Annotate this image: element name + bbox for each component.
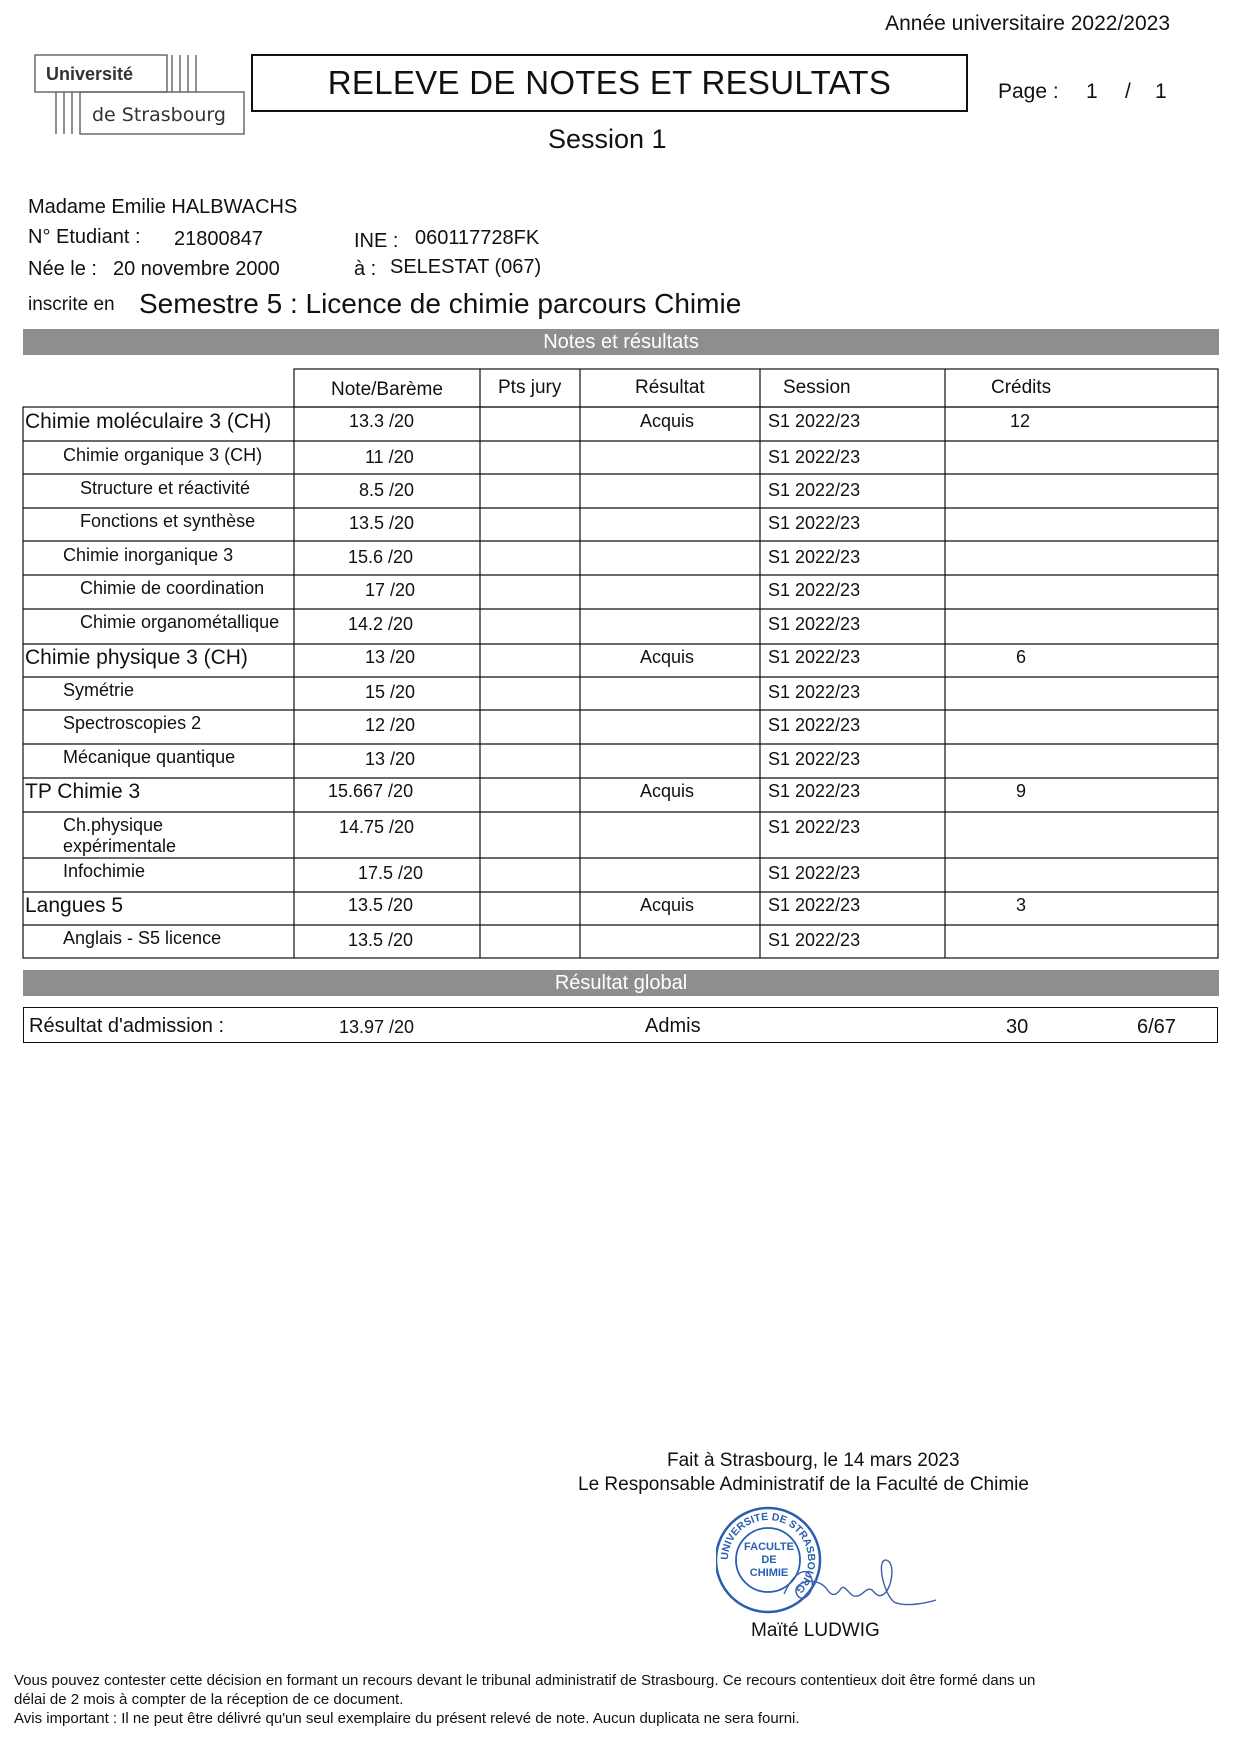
student-number: 21800847 xyxy=(174,228,263,250)
course-credits: 6 xyxy=(1016,647,1027,667)
course-session: S1 2022/23 xyxy=(768,930,861,950)
stamp-center-line2: DE xyxy=(761,1554,777,1566)
footer-legal-line2: délai de 2 mois à compter de la réception de ce document. xyxy=(14,1691,404,1708)
course-label: Spectroscopies 2 xyxy=(63,713,202,733)
official-stamp-and-signature xyxy=(716,1502,956,1622)
document-title: RELEVE DE NOTES ET RESULTATS xyxy=(251,54,968,112)
course-grade: 11 /20 xyxy=(365,447,414,467)
admission-result: Admis xyxy=(645,1015,701,1037)
course-grade: 14.75 /20 xyxy=(339,817,415,837)
course-session: S1 2022/23 xyxy=(768,547,861,567)
course-grade: 17 /20 xyxy=(365,580,416,600)
course-result: Acquis xyxy=(640,647,695,667)
course-session: S1 2022/23 xyxy=(768,580,861,600)
stamp-center-line1: FACULTE xyxy=(744,1541,794,1553)
admission-result-box xyxy=(23,1007,1218,1043)
course-label: Langues 5 xyxy=(25,894,124,917)
course-result: Acquis xyxy=(640,411,695,431)
admission-credits: 30 xyxy=(1006,1016,1029,1038)
birthplace-label: à : xyxy=(354,258,377,280)
academic-year: Année universitaire 2022/2023 xyxy=(885,12,1170,35)
course-label: Ch.physique xyxy=(63,815,164,835)
course-grade: 8.5 /20 xyxy=(359,480,415,500)
course-session: S1 2022/23 xyxy=(768,749,861,769)
course-credits: 12 xyxy=(1010,411,1031,431)
header-result: Résultat xyxy=(635,377,705,398)
course-label: TP Chimie 3 xyxy=(25,780,141,803)
program-title: Semestre 5 : Licence de chimie parcours Chimie xyxy=(139,288,742,319)
logo-line1: Université xyxy=(46,64,134,84)
course-session: S1 2022/23 xyxy=(768,817,861,837)
ine-value: 060117728FK xyxy=(415,227,540,249)
course-session: S1 2022/23 xyxy=(768,682,861,702)
course-label: Fonctions et synthèse xyxy=(80,511,256,531)
signer-name: Maïté LUDWIG xyxy=(751,1620,880,1641)
notes-section-band: Notes et résultats xyxy=(23,329,1219,355)
header-session: Session xyxy=(783,377,851,398)
admission-grade: 13.97 /20 xyxy=(339,1017,415,1037)
course-label: Chimie de coordination xyxy=(80,578,265,598)
header-jury: Pts jury xyxy=(498,377,562,398)
course-label: Anglais - S5 licence xyxy=(63,928,222,948)
footer-legal-line1: Vous pouvez contester cette décision en formant un recours devant le tribunal administratif de Strasbourg. Ce recours contentieux doit être formé dans un xyxy=(14,1672,1036,1689)
place-date: Fait à Strasbourg, le 14 mars 2023 xyxy=(667,1450,960,1471)
student-number-label: N° Etudiant : xyxy=(28,226,141,248)
logo-line2: de Strasbourg xyxy=(92,104,226,126)
course-label: Chimie inorganique 3 xyxy=(63,545,234,565)
course-grade: 13.5 /20 xyxy=(349,513,415,533)
header-grade: Note/Barème xyxy=(331,379,443,400)
course-grade: 13.3 /20 xyxy=(349,411,415,431)
birth-date: 20 novembre 2000 xyxy=(113,258,280,280)
course-session: S1 2022/23 xyxy=(768,715,861,735)
course-session: S1 2022/23 xyxy=(768,480,861,500)
page-current: 1 xyxy=(1086,80,1098,103)
course-label-line2: expérimentale xyxy=(63,836,177,856)
admission-label: Résultat d'admission : xyxy=(29,1015,225,1037)
course-label: Infochimie xyxy=(63,861,146,881)
course-session: S1 2022/23 xyxy=(768,781,861,801)
course-grade: 15.6 /20 xyxy=(348,547,414,567)
course-session: S1 2022/23 xyxy=(768,447,861,467)
course-session: S1 2022/23 xyxy=(768,614,861,634)
page-label: Page : xyxy=(998,80,1059,103)
footer-legal-line3: Avis important : Il ne peut être délivré qu'un seul exemplaire du présent relevé de note. Aucun duplicata ne sera fourni. xyxy=(14,1710,800,1727)
course-grade: 12 /20 xyxy=(365,715,416,735)
page-total: 1 xyxy=(1155,80,1167,103)
ine-label: INE : xyxy=(354,230,399,252)
session-title: Session 1 xyxy=(548,124,667,154)
stamp-ring-text: UNIVERSITE DE STRASBOURG xyxy=(718,1510,818,1596)
course-grade: 15.667 /20 xyxy=(328,781,414,801)
course-session: S1 2022/23 xyxy=(768,863,861,883)
global-section-band: Résultat global xyxy=(23,970,1219,996)
enrolled-label: inscrite en xyxy=(28,294,115,315)
course-label: Chimie organométallique xyxy=(80,612,280,632)
course-label: Structure et réactivité xyxy=(80,478,251,498)
course-label: Symétrie xyxy=(63,680,135,700)
course-grade: 17.5 /20 xyxy=(358,863,424,883)
course-session: S1 2022/23 xyxy=(768,411,861,431)
header-credits: Crédits xyxy=(991,377,1052,398)
course-credits: 3 xyxy=(1016,895,1027,915)
stamp-icon xyxy=(716,1502,956,1622)
course-grade: 13.5 /20 xyxy=(348,895,414,915)
course-credits: 9 xyxy=(1016,781,1027,801)
course-result: Acquis xyxy=(640,781,695,801)
course-label: Chimie organique 3 (CH) xyxy=(63,445,263,465)
course-session: S1 2022/23 xyxy=(768,513,861,533)
admission-rank: 6/67 xyxy=(1137,1016,1176,1038)
course-session: S1 2022/23 xyxy=(768,895,861,915)
course-grade: 15 /20 xyxy=(365,682,416,702)
course-label: Chimie physique 3 (CH) xyxy=(25,646,248,669)
course-label: Mécanique quantique xyxy=(63,747,236,767)
course-label: Chimie moléculaire 3 (CH) xyxy=(25,410,272,433)
page-separator: / xyxy=(1125,80,1131,103)
birthplace: SELESTAT (067) xyxy=(390,256,542,278)
student-name: Madame Emilie HALBWACHS xyxy=(28,196,298,218)
course-session: S1 2022/23 xyxy=(768,647,861,667)
stamp-center-line3: CHIMIE xyxy=(749,1567,789,1579)
course-grade: 13 /20 xyxy=(365,647,416,667)
course-result: Acquis xyxy=(640,895,695,915)
birth-label: Née le : xyxy=(28,258,97,280)
course-grade: 13 /20 xyxy=(365,749,416,769)
signatory-role: Le Responsable Administratif de la Faculté de Chimie xyxy=(578,1474,1029,1495)
course-grade: 14.2 /20 xyxy=(348,614,414,634)
course-grade: 13.5 /20 xyxy=(348,930,414,950)
